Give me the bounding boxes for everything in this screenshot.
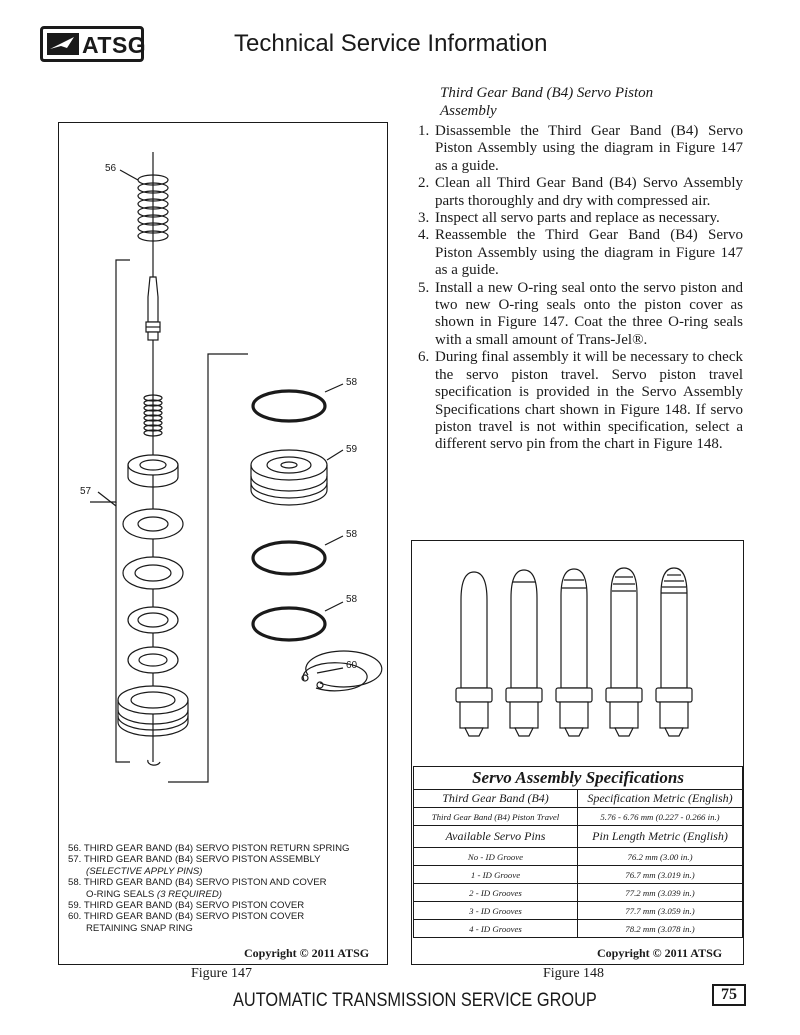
pin-id: 1 - ID Groove bbox=[414, 866, 578, 884]
servo-exploded-diagram bbox=[58, 122, 388, 842]
table-row bbox=[414, 884, 743, 902]
apply-pin bbox=[146, 277, 160, 340]
callout-58-top: 58 bbox=[346, 377, 358, 388]
step-item bbox=[418, 123, 743, 175]
step-text: Disassemble the Third Gear Band (B4) Servo Piston Assembly using the diagram in Figure 147 as a guide. bbox=[435, 123, 743, 174]
step-text: During final assembly it will be necessary to check the servo piston travel. Servo piston travel specification is provided in the Servo Assembly Specifications chart shown in Figure 148. If servo piston travel is not within specification, select a different servo pin from the chart in Figure 148. bbox=[435, 349, 743, 453]
washer-3 bbox=[128, 607, 178, 633]
callout-60: 60 bbox=[346, 660, 358, 671]
servo-pins-illustration bbox=[411, 560, 744, 750]
o-ring-58-bottom bbox=[253, 608, 325, 640]
callout-60-leader bbox=[317, 668, 343, 673]
figure-148-caption: Figure 148 bbox=[543, 966, 605, 981]
callout-57: 57 bbox=[80, 486, 92, 497]
servo-pin-4-grooves bbox=[656, 568, 692, 736]
piston-travel-value: 5.76 - 6.76 mm (0.227 - 0.266 in.) bbox=[578, 808, 743, 826]
washer-2 bbox=[123, 557, 183, 589]
step-item bbox=[418, 280, 743, 350]
callout-58-bottom: 58 bbox=[346, 594, 358, 605]
part-57-note: (SELECTIVE APPLY PINS) bbox=[86, 865, 203, 877]
callout-58c-leader bbox=[325, 602, 343, 611]
small-spring bbox=[144, 395, 162, 436]
callout-56: 56 bbox=[105, 163, 117, 174]
step-number: 4. bbox=[418, 227, 430, 244]
callout-58-middle: 58 bbox=[346, 529, 358, 540]
section-heading: Third Gear Band (B4) Servo Piston Assembly bbox=[440, 85, 654, 119]
figure-147-copyright: Copyright © 2011 ATSG bbox=[244, 946, 370, 960]
part-58: 58. THIRD GEAR BAND (B4) SERVO PISTON AND COVER bbox=[68, 877, 327, 889]
figure-148-copyright: Copyright © 2011 ATSG bbox=[597, 946, 723, 960]
servo-spec-table bbox=[413, 766, 743, 938]
servo-pin-1-groove bbox=[506, 570, 542, 736]
callout-56-leader bbox=[120, 170, 138, 180]
spec-header-pins: Available Servo Pins bbox=[414, 826, 578, 848]
spec-table-title: Servo Assembly Specifications bbox=[414, 767, 743, 790]
pin-id: 4 - ID Grooves bbox=[414, 920, 578, 938]
part-58-note: (3 REQUIRED) bbox=[156, 888, 222, 900]
bracket-57-top bbox=[90, 260, 130, 502]
o-ring-58-middle bbox=[253, 542, 325, 574]
callout-59-leader bbox=[327, 450, 343, 460]
parts-list bbox=[68, 843, 386, 934]
step-number: 2. bbox=[418, 175, 430, 192]
pin-clip bbox=[148, 760, 160, 765]
step-number: 6. bbox=[418, 349, 430, 366]
part-59: 59. THIRD GEAR BAND (B4) SERVO PISTON COVER bbox=[68, 900, 305, 912]
pin-length: 76.2 mm (3.00 in.) bbox=[578, 848, 743, 866]
page-number: 75 bbox=[712, 984, 746, 1006]
figure-147-caption: Figure 147 bbox=[191, 966, 253, 981]
part-60-cont: RETAINING SNAP RING bbox=[86, 922, 193, 934]
pin-length: 77.2 mm (3.039 in.) bbox=[578, 884, 743, 902]
step-item bbox=[418, 349, 743, 453]
pin-length: 77.7 mm (3.059 in.) bbox=[578, 902, 743, 920]
piston-cover-59 bbox=[251, 450, 327, 505]
part-60: 60. THIRD GEAR BAND (B4) SERVO PISTON COVER bbox=[68, 911, 305, 923]
step-number: 3. bbox=[418, 210, 430, 227]
step-text: Inspect all servo parts and replace as necessary. bbox=[435, 210, 720, 227]
pin-id: No - ID Groove bbox=[414, 848, 578, 866]
servo-pin-2-grooves bbox=[556, 569, 592, 736]
pin-id: 3 - ID Grooves bbox=[414, 902, 578, 920]
part-58-cont bbox=[68, 889, 386, 900]
table-row bbox=[414, 920, 743, 938]
o-ring-58-top bbox=[253, 391, 325, 421]
callout-58a-leader bbox=[325, 384, 343, 392]
atsg-logo bbox=[40, 26, 147, 62]
callout-59: 59 bbox=[346, 444, 358, 455]
pin-length: 76.7 mm (3.019 in.) bbox=[578, 866, 743, 884]
logo-text: ATSG bbox=[82, 32, 147, 58]
pins bbox=[456, 568, 692, 736]
piston-travel-label: Third Gear Band (B4) Piston Travel bbox=[414, 808, 578, 826]
step-item bbox=[418, 210, 743, 227]
step-text: Install a new O-ring seal onto the servo piston and two new O-ring seals onto the piston cover as shown in Figure 147. Coat the three O-ring seals with a small amount of Trans-Jel®. bbox=[435, 279, 743, 348]
table-row bbox=[414, 866, 743, 884]
washer-4 bbox=[128, 647, 178, 673]
step-item bbox=[418, 175, 743, 210]
logo-emblem-icon bbox=[47, 33, 79, 55]
footer-title: AUTOMATIC TRANSMISSION SERVICE GROUP bbox=[233, 990, 597, 1011]
spec-header-component: Third Gear Band (B4) bbox=[414, 790, 578, 808]
step-text: Reassemble the Third Gear Band (B4) Servo Piston Assembly using the diagram in Figure 147 as a guide. bbox=[435, 227, 743, 279]
step-item bbox=[418, 227, 743, 279]
spec-header-specification: Specification Metric (English) bbox=[578, 790, 743, 808]
step-text: Clean all Third Gear Band (B4) Servo Assembly parts thoroughly and dry with compressed air. bbox=[435, 175, 743, 209]
procedure-steps bbox=[418, 123, 743, 454]
callout-57-leader bbox=[98, 492, 116, 506]
spec-header-pin-length: Pin Length Metric (English) bbox=[578, 826, 743, 848]
table-row bbox=[414, 848, 743, 866]
callout-58b-leader bbox=[325, 536, 343, 545]
snap-ring-60 bbox=[302, 651, 382, 691]
part-57: 57. THIRD GEAR BAND (B4) SERVO PISTON ASSEMBLY bbox=[68, 854, 321, 866]
servo-pin-no-groove bbox=[456, 572, 492, 736]
washer-1 bbox=[123, 509, 183, 539]
part-58-line2: O-RING SEALS bbox=[86, 888, 155, 900]
servo-pin-3-grooves bbox=[606, 568, 642, 736]
table-row bbox=[414, 902, 743, 920]
pin-id: 2 - ID Grooves bbox=[414, 884, 578, 902]
step-number: 5. bbox=[418, 279, 430, 296]
pin-length: 78.2 mm (3.078 in.) bbox=[578, 920, 743, 938]
page-title: Technical Service Information bbox=[234, 30, 548, 57]
part-56: 56. THIRD GEAR BAND (B4) SERVO PISTON RETURN SPRING bbox=[68, 843, 350, 854]
step-number: 1. bbox=[418, 123, 430, 139]
